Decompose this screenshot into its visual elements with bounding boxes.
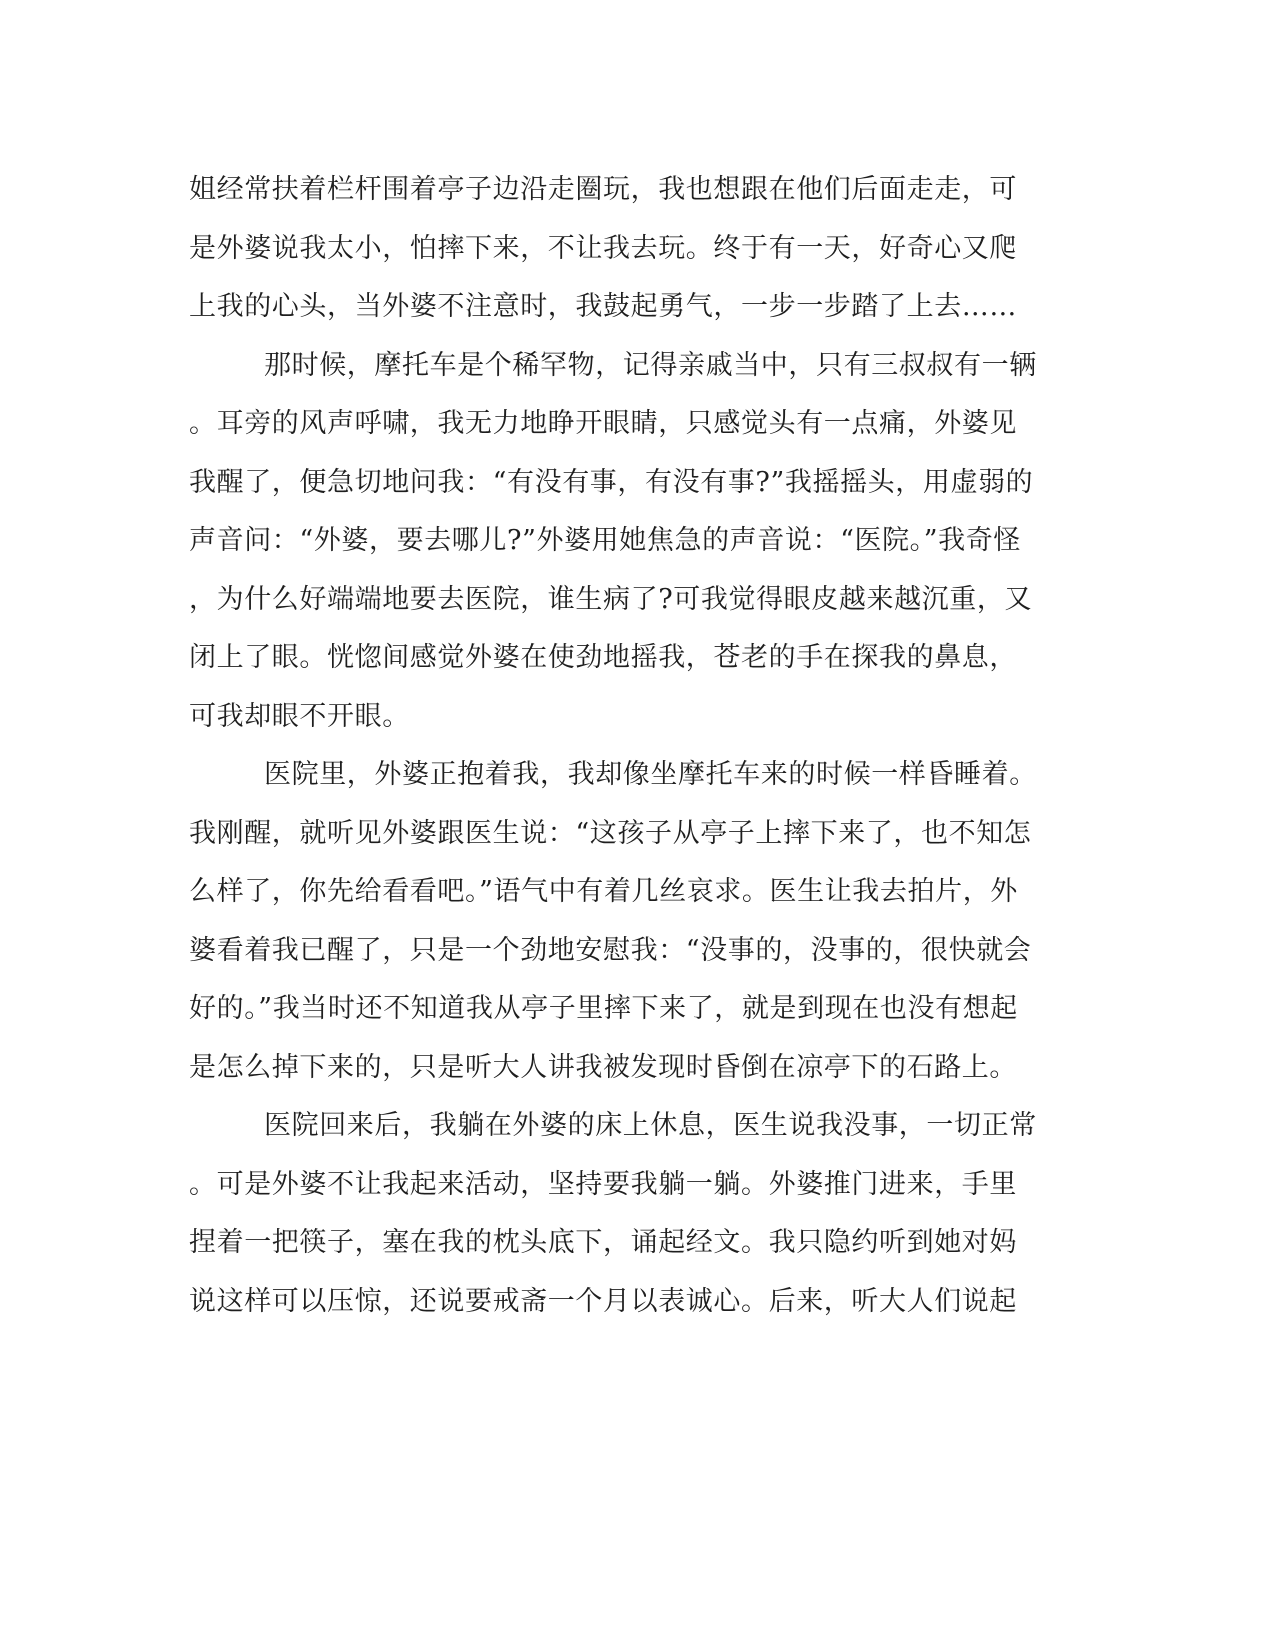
text-line: 我醒了，便急切地问我：“有没有事，有没有事?”我摇摇头，用虚弱的 bbox=[189, 466, 1034, 498]
text-line: 是外婆说我太小，怕摔下来，不让我去玩。终于有一天，好奇心又爬 bbox=[189, 232, 1017, 264]
text-line: 声音问：“外婆，要去哪儿?”外婆用她焦急的声音说：“医院。”我奇怪 bbox=[189, 525, 1021, 556]
text-line: 上我的心头，当外婆不注意时，我鼓起勇气，一步一步踏了上去…… bbox=[189, 291, 1017, 322]
text-line: 好的。”我当时还不知道我从亭子里摔下来了，就是到现在也没有想起 bbox=[189, 993, 1018, 1024]
text-line: 姐经常扶着栏杆围着亭子边沿走圈玩，我也想跟在他们后面走走，可 bbox=[189, 174, 1017, 205]
text-line: 。耳旁的风声呼啸，我无力地睁开眼睛，只感觉头有一点痛，外婆见 bbox=[189, 408, 1017, 439]
text-line: 么样了，你先给看看吧。”语气中有着几丝哀求。医生让我去拍片，外 bbox=[189, 876, 1018, 907]
paragraph-start-line: 医院里，外婆正抱着我，我却像坐摩托车来的时候一样昏睡着。 bbox=[264, 759, 1037, 790]
text-line: 我刚醒，就听见外婆跟医生说：“这孩子从亭子上摔下来了，也不知怎 bbox=[189, 817, 1032, 849]
text-line: 说这样可以压惊，还说要戒斋一个月以表诚心。后来，听大人们说起 bbox=[189, 1285, 1017, 1317]
text-line: 闭上了眼。恍惚间感觉外婆在使劲地摇我，苍老的手在探我的鼻息， bbox=[189, 642, 1017, 673]
body-text bbox=[189, 161, 1089, 1331]
paragraph-start-line: 医院回来后，我躺在外婆的床上休息，医生说我没事，一切正常 bbox=[264, 1110, 1037, 1141]
text-line: 婆看着我已醒了，只是一个劲地安慰我：“没事的，没事的，很快就会 bbox=[189, 934, 1032, 966]
text-line: ，为什么好端端地要去医院，谁生病了?可我觉得眼皮越来越沉重，又 bbox=[189, 583, 1033, 615]
text-line: 是怎么掉下来的，只是听大人讲我被发现时昏倒在凉亭下的石路上。 bbox=[189, 1051, 1017, 1083]
text-line: 可我却眼不开眼。 bbox=[189, 700, 410, 732]
paragraph-start-line: 那时候，摩托车是个稀罕物，记得亲戚当中，只有三叔叔有一辆 bbox=[264, 349, 1037, 381]
text-line: 捏着一把筷子，塞在我的枕头底下，诵起经文。我只隐约听到她对妈 bbox=[189, 1227, 1017, 1258]
text-line: 。可是外婆不让我起来活动，坚持要我躺一躺。外婆推门进来，手里 bbox=[189, 1168, 1017, 1200]
